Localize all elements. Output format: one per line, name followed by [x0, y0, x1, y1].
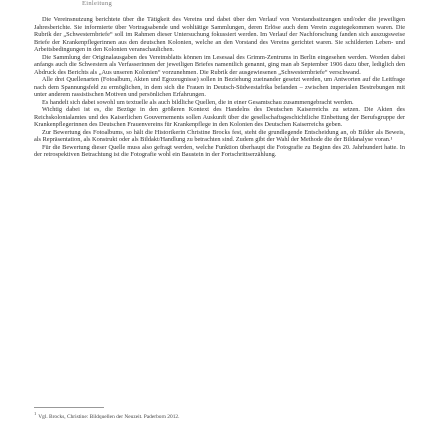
paragraph-7: Für die Bewertung dieser Quelle muss also gefragt werden, welche Funktion überhaupt die Fotografie zu Beginn des 20. Jahrhundert hatte. In der retrospektiven Betrachtung ist die Fotografie wohl ein Baustein in der Fortschrittserzählung. — [34, 143, 405, 158]
paragraph-3: Alle drei Quellenarten (Fotoalbum, Akten und Egozeugnisse) sollen in Beziehung zueinander gesetzt werden, um Antworten auf die Leitfrage nach dem Spannungsfeld zu ermöglichen, in dem sich die Frauen in Deutsch-Südwestafrika befanden – zwischen imperialen Bestrebungen mit unter anderem rassistischen Motiven und persönlichen Erfahrungen. — [34, 76, 405, 98]
footnote-marker: 1 — [34, 411, 37, 416]
paragraph-6: Zur Bewertung des Fotoalbums, so hält die Historikerin Christine Brocks fest, steht die grundlegende Entscheidung an, ob Bilder als Beweis, als Repräsentation, als Konstrukt oder als Bildakt/Handlung zu betrachten sind. Zudem gibt der Wahl der Methode die der Bildanalyse voran.¹ — [34, 128, 405, 143]
paragraph-1: Die Vereinsnutzung berichtete über die Tätigkeit des Vereins und dabei über den Verlauf von Vorstandssitzungen und/oder die jeweiligen Jahresberichte. Sie informierte über Vortragsabende und wohltätige Sammlungen, deren Erlöse auch dem Verein zugutegekommen waren. Die Rubrik der „Schwesternbriefe“ soll im Rahmen dieser Untersuchung fokussiert werden. Im Verlauf der Nachforschung fanden sich auszugsweise Briefe der Krankenpflegerinnen aus den deutschen Kolonien, welche an den Vorstand des Vereins gerichtet waren. Sie schilderten Leben- und Arbeitsbedingungen in den Kolonien veranschaulichen. — [34, 16, 405, 53]
paragraph-5: Wichtig dabei ist es, die Bezüge in den größeren Kontext des Handelns des Deutschen Kaiserreichs zu setzen. Die Akten des Reichskolonialamtes und des Kaiserlichen Gouvernements sollen Auskunft über die gesellschaftsgeschichtliche Einbettung der Berufsgruppe der Krankenpflegerinnen des Deutschen Frauenvereins für Krankenpflege in den Kolonien des Deutschen Kaiserreichs geben. — [34, 106, 405, 128]
footnote — [34, 411, 405, 420]
footnote-text: Vgl. Brocks, Christine: Bildquellen der Neuzeit. Paderborn 2012. — [38, 413, 180, 420]
paragraph-2: Die Sammlung der Originalausgaben des Vereinsblatts können im Lesesaal des Grimm-Zentrums in Berlin eingesehen werden. Worden dabei anfangs auch die Schwestern als Verfasserinnen der jeweiligen Briefes namentlich genannt, ging man ab September 1906 dazu über, lediglich den Abdruck des Berichts als „Aus unseren Kolonien“ vorzunehmen. Die Rubrik der ausgewiesenen „Schwesternbriefe“ verschwand. — [34, 53, 405, 76]
footnote-divider — [34, 407, 104, 408]
body-text — [34, 16, 405, 159]
running-header: Einleitung — [82, 0, 113, 7]
paragraph-4: Es handelt sich dabei sowohl um textuelle als auch bildliche Quellen, die in einer Gesamtschau zusammengebracht werden. — [42, 98, 354, 106]
